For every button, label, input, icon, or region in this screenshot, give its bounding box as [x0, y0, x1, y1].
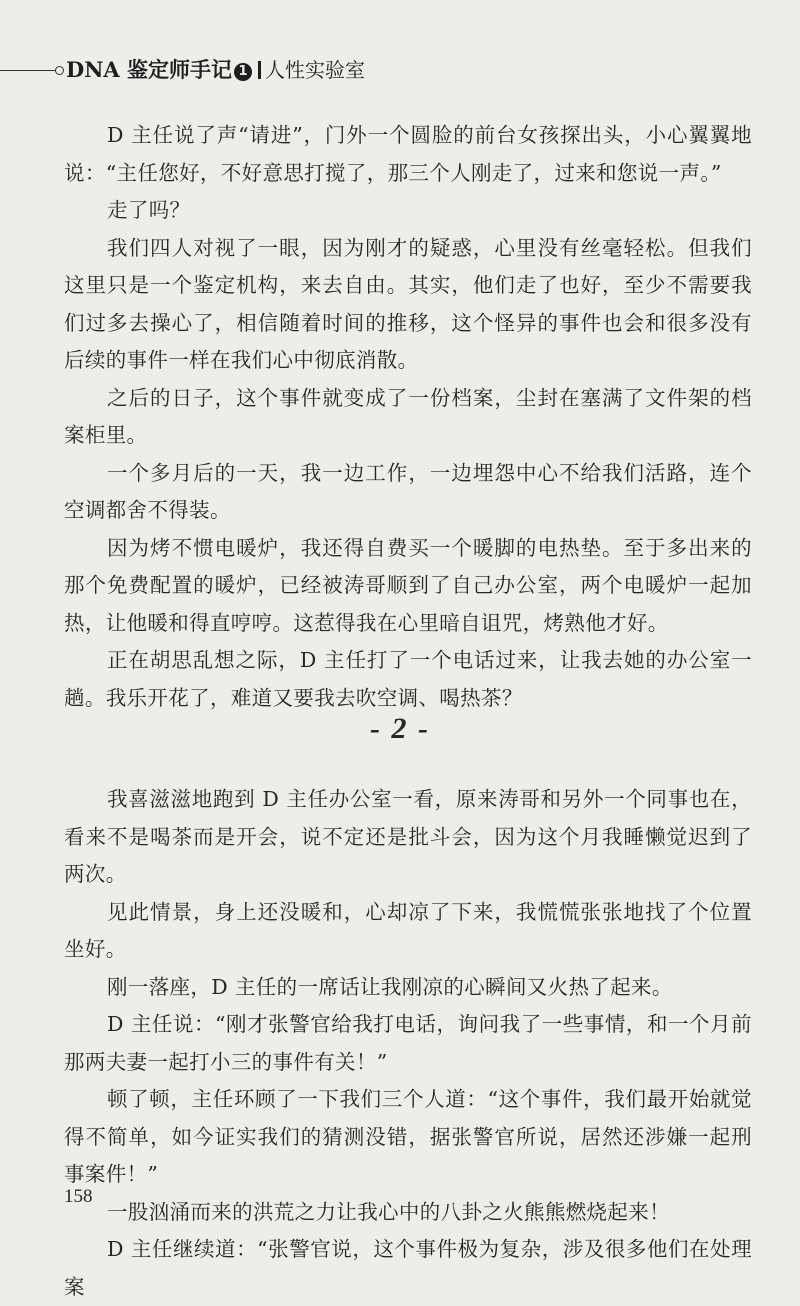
paragraph: 我们四人对视了一眼，因为刚才的疑惑，心里没有丝毫轻松。但我们这里只是一个鉴定机构，来去自由。其实，他们走了也好，至少不需要我们过多去操心了，相信随着时间的推移，这个怪异的事件也会和很多没有后续的事件一样在我们心中彻底消散。: [64, 235, 752, 372]
paragraph: 走了吗？: [107, 198, 191, 222]
header-separator: [258, 61, 261, 79]
paragraph: 见此情景，身上还没暖和，心却凉了下来，我慌慌张张地找了个位置坐好。: [64, 899, 752, 961]
running-header: [0, 56, 800, 86]
paragraph: 因为烤不惯电暖炉，我还得自费买一个暖脚的电热垫。至于多出来的那个免费配置的暖炉，已经被涛哥顺到了自己办公室，两个电暖炉一起加热，让他暖和得直哼哼。这惹得我在心里暗自诅咒，烤熟他才好。: [64, 535, 752, 635]
page-number: 158: [64, 1186, 93, 1207]
paragraph: D 主任继续道：“张警官说，这个事件极为复杂，涉及很多他们在处理案: [64, 1237, 752, 1299]
paragraph: 之后的日子，这个事件就变成了一份档案，尘封在塞满了文件架的档案柜里。: [64, 385, 752, 447]
header-bullet-icon: [55, 66, 64, 75]
paragraph: 正在胡思乱想之际，D 主任打了一个电话过来，让我去她的办公室一趟。我乐开花了，难道又要我去吹空调、喝热茶？: [64, 648, 752, 710]
paragraph: 一个多月后的一天，我一边工作，一边埋怨中心不给我们活路，连个空调都舍不得装。: [64, 460, 752, 522]
paragraph: 顿了顿，主任环顾了一下我们三个人道：“这个事件，我们最开始就觉得不简单，如今证实我们的猜测没错，据张警官所说，居然还涉嫌一起刑事案件！”: [64, 1087, 752, 1186]
paragraph: 刚一落座，D 主任的一席话让我刚凉的心瞬间又火热了起来。: [107, 974, 673, 999]
body-text-bottom: [64, 781, 752, 1306]
book-title: DNA 鉴定师手记: [66, 57, 233, 82]
header-title: [66, 56, 365, 84]
body-text-top: [64, 117, 752, 717]
book-subtitle: 人性实验室: [265, 58, 366, 82]
section-number: - 2 -: [370, 712, 430, 745]
paragraph: 我喜滋滋地跑到 D 主任办公室一看，原来涛哥和另外一个同事也在，看来不是喝茶而是开会，说不定还是批斗会，因为这个月我睡懒觉迟到了两次。: [64, 787, 752, 886]
paragraph: 一股汹涌而来的洪荒之力让我心中的八卦之火熊熊燃烧起来！: [107, 1199, 670, 1224]
paragraph: D 主任说：“刚才张警官给我打电话，询问我了一些事情，和一个月前那两夫妻一起打小三的事件有关！”: [64, 1012, 752, 1074]
volume-badge: 1: [234, 63, 252, 81]
header-rule: [0, 70, 56, 71]
paragraph: D 主任说了声“请进”，门外一个圆脸的前台女孩探出头，小心翼翼地说：“主任您好，不好意思打搅了，那三个人刚走了，过来和您说一声。”: [64, 123, 752, 185]
